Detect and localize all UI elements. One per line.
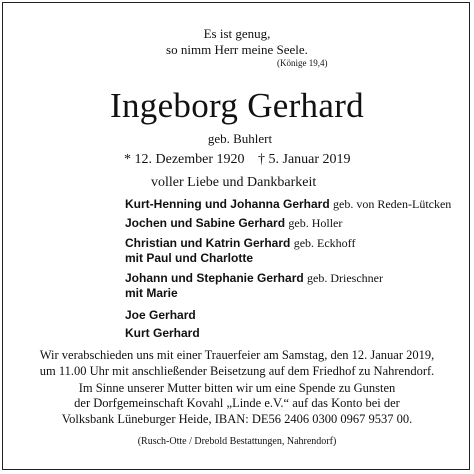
- mourner-note: geb. Eckhoff: [293, 236, 356, 250]
- funeral-home-credit: (Rusch-Otte / Drebold Bestattungen, Nahrendorf): [137, 436, 337, 447]
- mourner-names: mit Paul und Charlotte: [125, 251, 254, 265]
- mourner-line: [125, 286, 178, 300]
- mourner-line: [125, 216, 342, 231]
- mourner-line: [125, 251, 253, 265]
- ceremony-notice-line-2: um 11.00 Uhr mit anschließender Beisetzung auf dem Friedhof zu Nahrendorf.: [39, 364, 435, 378]
- donation-notice-line-3: Volksbank Lüneburger Heide, IBAN: DE56 2406 0300 0967 9537 00.: [61, 412, 413, 426]
- maiden-name: geb. Buhlert: [207, 131, 273, 146]
- birth-date: * 12. Dezember 1920: [124, 152, 245, 167]
- quote-reference: (Könige 19,4): [277, 58, 328, 68]
- donation-notice-line-2: der Dorfgemeinschaft Kovahl „Linde e.V.“ auf das Konto bei der: [74, 396, 400, 410]
- mourner-note: geb. von Reden-Lütcken: [333, 197, 452, 211]
- mourner-line: [125, 308, 196, 322]
- mourner-names: Kurt-Henning und Johanna Gerhard: [125, 197, 330, 211]
- deceased-name: Ingeborg Gerhard: [110, 86, 364, 125]
- ceremony-notice-line-1: Wir verabschieden uns mit einer Trauerfeier am Samstag, den 12. Januar 2019,: [39, 348, 435, 362]
- mourner-names: Kurt Gerhard: [125, 326, 200, 340]
- mourner-line: [125, 236, 355, 251]
- mourner-line: [125, 271, 383, 286]
- mourner-names: mit Marie: [125, 286, 178, 300]
- mourner-names: Johann und Stephanie Gerhard: [125, 271, 304, 285]
- sentiment-line: voller Liebe und Dankbarkeit: [151, 175, 317, 190]
- mourner-line: [125, 197, 451, 212]
- death-date: † 5. Januar 2019: [258, 152, 351, 167]
- quote-line-1: Es ist genug,: [203, 26, 271, 41]
- mourner-note: geb. Drieschner: [307, 271, 383, 285]
- mourner-names: Joe Gerhard: [125, 308, 196, 322]
- mourner-names: Christian und Katrin Gerhard: [125, 236, 291, 250]
- mourner-note: geb. Holler: [288, 216, 343, 230]
- quote-line-2: so nimm Herr meine Seele.: [166, 42, 308, 57]
- donation-notice-line-1: Im Sinne unserer Mutter bitten wir um eine Spende zu Gunsten: [78, 381, 396, 395]
- mourner-line: [125, 326, 200, 340]
- mourner-names: Jochen und Sabine Gerhard: [125, 216, 286, 230]
